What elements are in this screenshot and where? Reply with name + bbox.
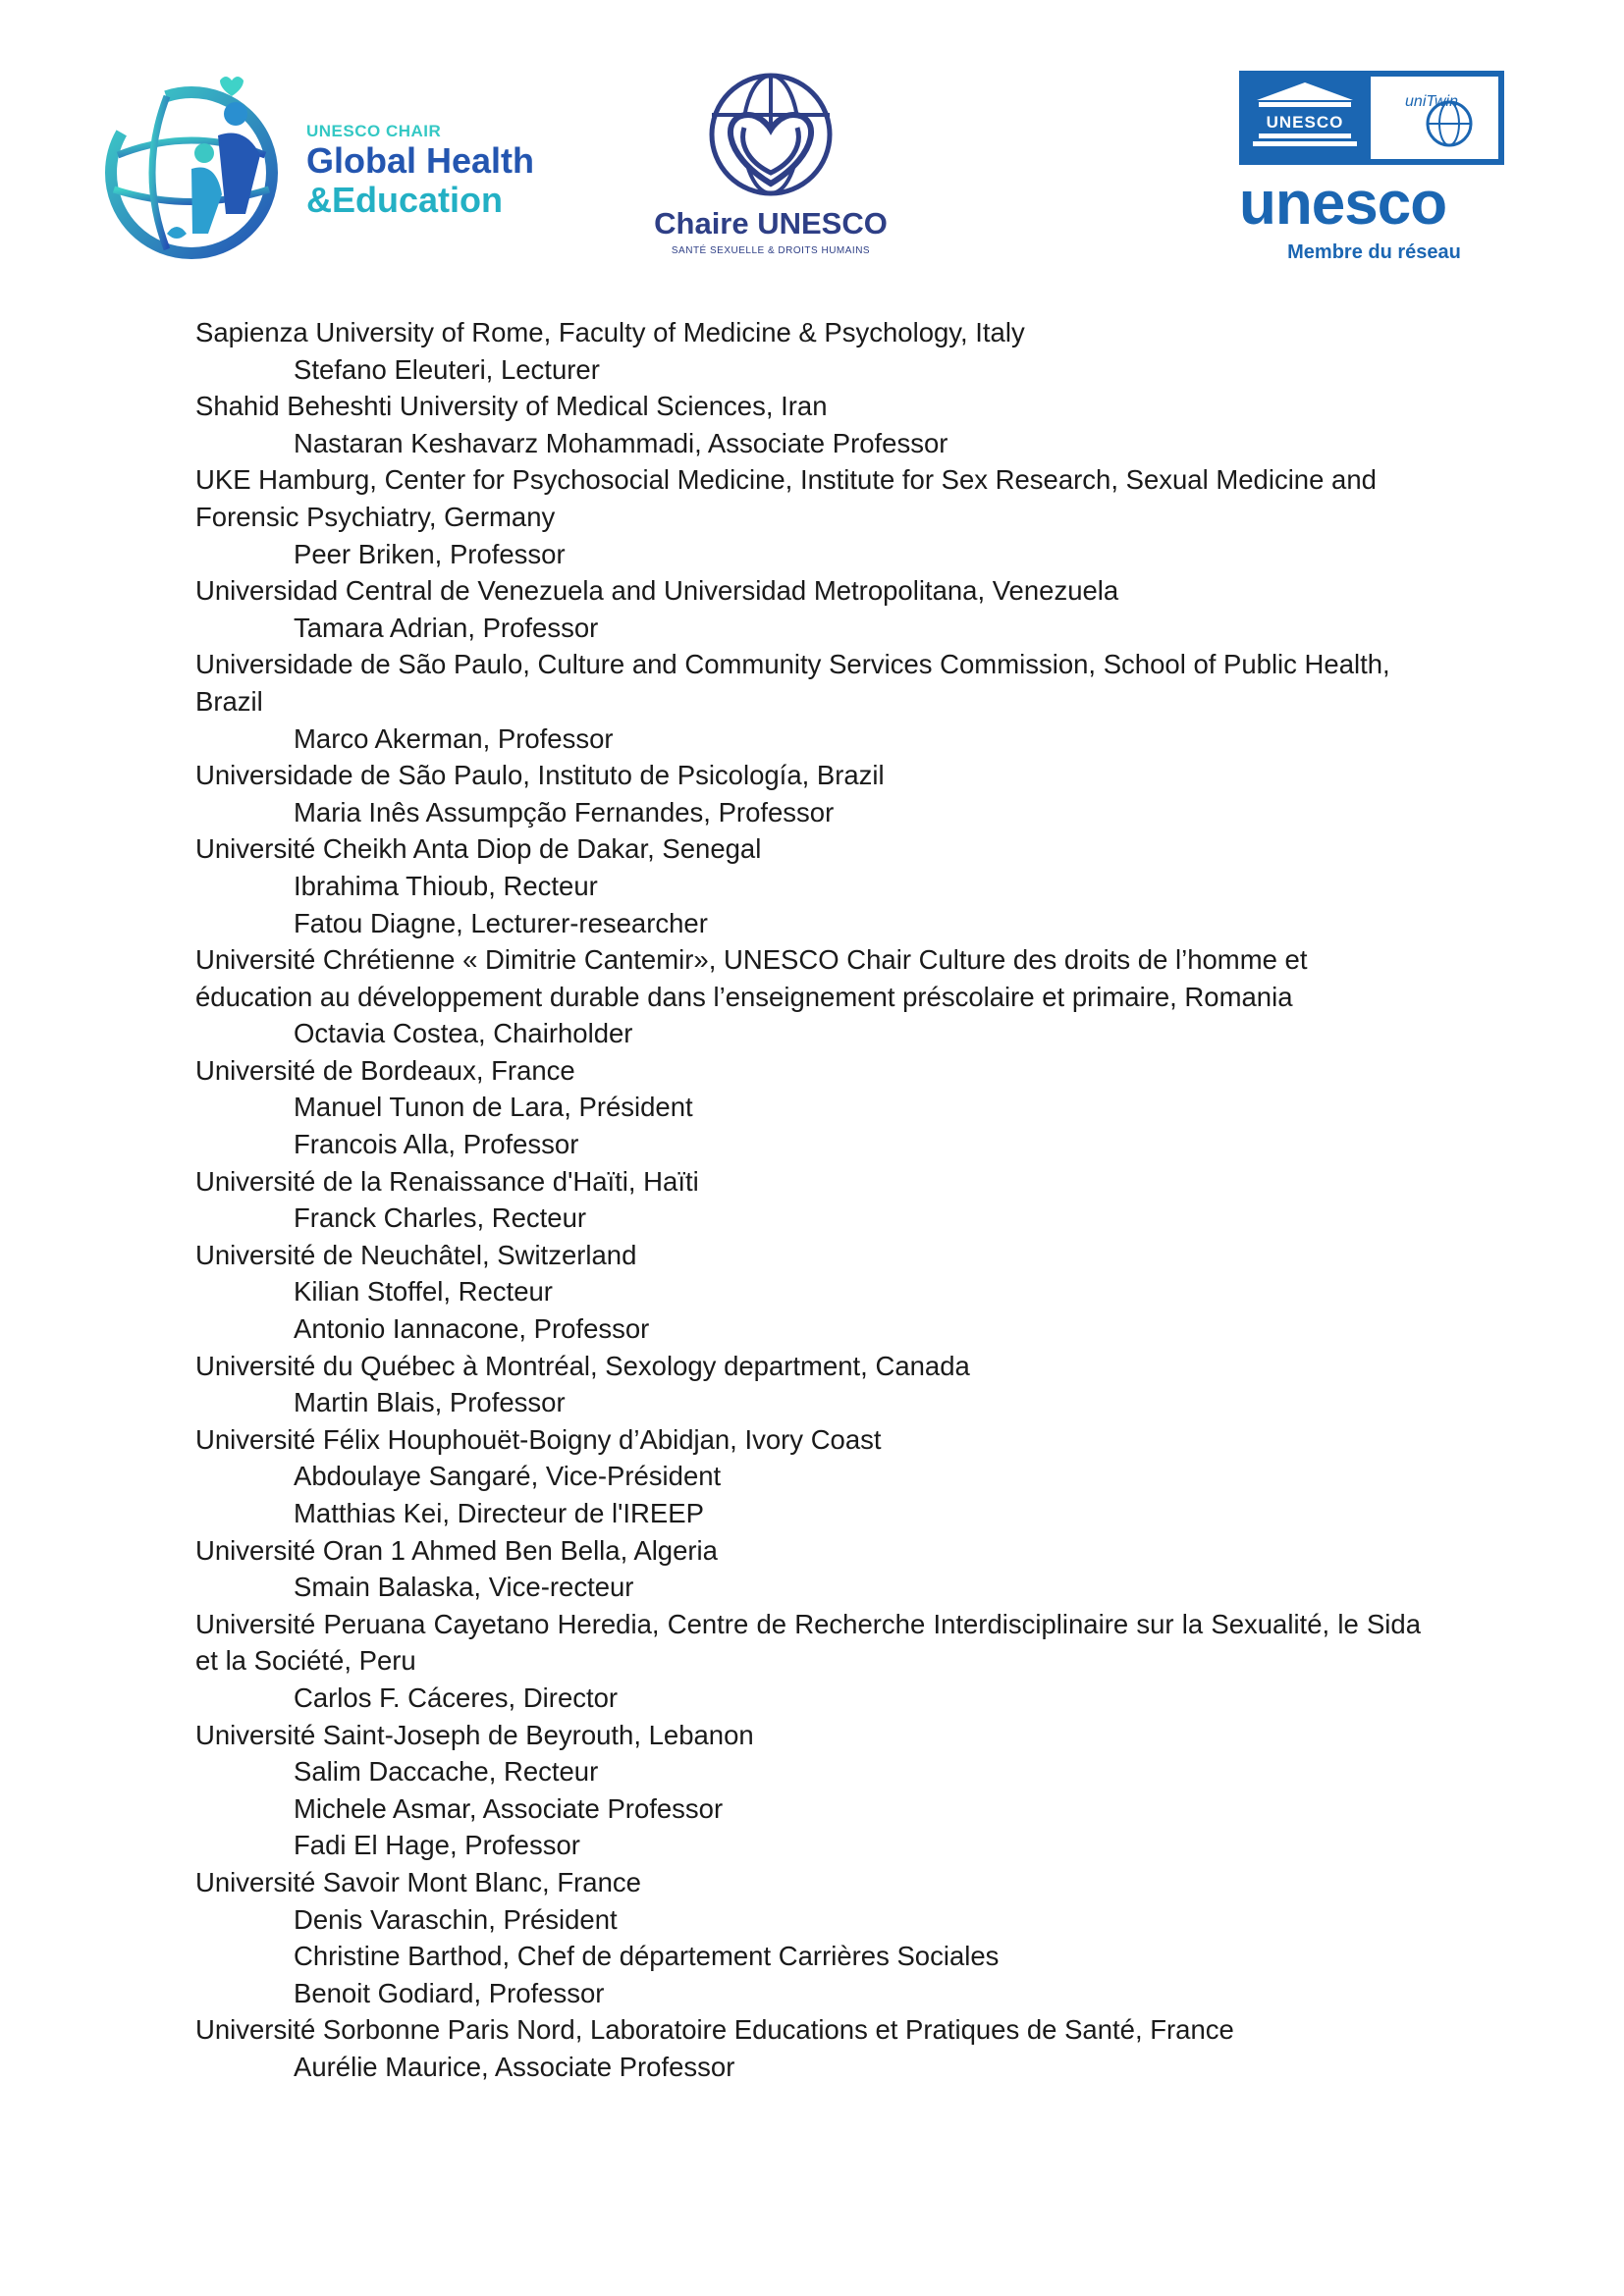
unesco-emblem-box bbox=[1239, 71, 1504, 165]
person-entry: Franck Charles, Recteur bbox=[294, 1202, 587, 1234]
partner-institution-list bbox=[195, 314, 1421, 2086]
institution-name: Université Peruana Cayetano Heredia, Centre de Recherche Interdisciplinaire sur la Sexualité, le Sida et la Société, Peru bbox=[195, 1608, 1421, 1677]
logo-kicker: UNESCO CHAIR bbox=[306, 122, 442, 140]
unesco-wordmark: unesco bbox=[1239, 170, 1447, 238]
chaire-unesco-logo bbox=[648, 71, 893, 267]
institution-name: Université de Bordeaux, France bbox=[195, 1054, 575, 1086]
person-entry: Abdoulaye Sangaré, Vice-Président bbox=[294, 1461, 722, 1492]
person-entry: Francois Alla, Professor bbox=[294, 1129, 579, 1160]
globe-people-icon bbox=[98, 67, 295, 263]
unesco-temple-icon bbox=[1247, 79, 1363, 157]
globe-hands-heart-icon bbox=[697, 71, 844, 198]
person-entry: Fatou Diagne, Lecturer-researcher bbox=[294, 907, 708, 938]
institution-name: UKE Hamburg, Center for Psychosocial Medicine, Institute for Sex Research, Sexual Medicine and Forensic Psychiatry, Germany bbox=[195, 464, 1377, 532]
institution-name: Universidade de São Paulo, Culture and Community Services Commission, School of Public Health, Brazil bbox=[195, 649, 1390, 717]
institution-name: Université Chrétienne « Dimitrie Cantemir», UNESCO Chair Culture des droits de l’homme et éducation au développement durable dans l’enseignement préscolaire et primaire, Romania bbox=[195, 944, 1308, 1012]
institution-name: Universidad Central de Venezuela and Universidad Metropolitana, Venezuela bbox=[195, 575, 1119, 607]
person-entry: Michele Asmar, Associate Professor bbox=[294, 1792, 724, 1824]
person-entry: Denis Varaschin, Président bbox=[294, 1903, 618, 1935]
person-entry: Ibrahima Thioub, Recteur bbox=[294, 870, 598, 901]
chaire-title: Chaire UNESCO bbox=[654, 206, 888, 240]
unesco-unitwin-logo bbox=[1239, 71, 1514, 277]
logo-title-line2: &Education bbox=[306, 180, 504, 220]
logo-title-line1: Global Health bbox=[306, 140, 535, 181]
institution-name: Université Savoir Mont Blanc, France bbox=[195, 1866, 641, 1897]
institution-name: Université Saint-Joseph de Beyrouth, Lebanon bbox=[195, 1719, 754, 1750]
chaire-subtitle: SANTÉ SEXUELLE & DROITS HUMAINS bbox=[671, 245, 871, 256]
person-entry: Antonio Iannacone, Professor bbox=[294, 1313, 650, 1345]
institution-name: Université Cheikh Anta Diop de Dakar, Senegal bbox=[195, 833, 762, 865]
person-entry: Martin Blais, Professor bbox=[294, 1387, 566, 1418]
person-entry: Stefano Eleuteri, Lecturer bbox=[294, 353, 600, 385]
unitwin-word: uniTwin bbox=[1405, 93, 1458, 110]
person-entry: Maria Inês Assumpção Fernandes, Professor bbox=[294, 796, 835, 828]
unitwin-globe-icon bbox=[1371, 77, 1498, 159]
unesco-member-label: Membre du réseau bbox=[1287, 241, 1461, 263]
institution-name: Shahid Beheshti University of Medical Sciences, Iran bbox=[195, 391, 828, 422]
person-entry: Manuel Tunon de Lara, Président bbox=[294, 1092, 693, 1123]
person-entry: Peer Briken, Professor bbox=[294, 538, 566, 569]
person-entry: Christine Barthod, Chef de département Carrières Sociales bbox=[294, 1941, 1000, 1972]
person-entry: Octavia Costea, Chairholder bbox=[294, 1018, 633, 1049]
institution-name: Universidade de São Paulo, Instituto de Psicología, Brazil bbox=[195, 760, 885, 791]
person-entry: Benoit Godiard, Professor bbox=[294, 1977, 605, 2008]
institution-name: Université Sorbonne Paris Nord, Laboratoire Educations et Pratiques de Santé, France bbox=[195, 2014, 1234, 2046]
person-entry: Aurélie Maurice, Associate Professor bbox=[294, 2051, 735, 2082]
institution-name: Université Félix Houphouët-Boigny d’Abidjan, Ivory Coast bbox=[195, 1423, 882, 1455]
institution-name: Université Oran 1 Ahmed Ben Bella, Algeria bbox=[195, 1534, 718, 1566]
person-entry: Marco Akerman, Professor bbox=[294, 722, 614, 754]
person-entry: Salim Daccache, Recteur bbox=[294, 1756, 599, 1788]
person-entry: Nastaran Keshavarz Mohammadi, Associate Professor bbox=[294, 427, 948, 458]
institution-name: Université de la Renaissance d'Haïti, Haïti bbox=[195, 1165, 699, 1197]
unitwin-box bbox=[1371, 77, 1498, 159]
person-entry: Tamara Adrian, Professor bbox=[294, 612, 599, 643]
institution-name: Sapienza University of Rome, Faculty of Medicine & Psychology, Italy bbox=[195, 317, 1025, 347]
institution-name: Université de Neuchâtel, Switzerland bbox=[195, 1239, 637, 1270]
global-health-education-logo bbox=[98, 67, 589, 263]
person-entry: Kilian Stoffel, Recteur bbox=[294, 1276, 553, 1308]
person-entry: Fadi El Hage, Professor bbox=[294, 1830, 580, 1861]
emblem-word: UNESCO bbox=[1266, 113, 1344, 132]
person-entry: Carlos F. Cáceres, Director bbox=[294, 1682, 619, 1713]
person-entry: Smain Balaska, Vice-recteur bbox=[294, 1572, 634, 1603]
institution-name: Université du Québec à Montréal, Sexology department, Canada bbox=[195, 1350, 970, 1381]
person-entry: Matthias Kei, Directeur de l'IREEP bbox=[294, 1498, 704, 1528]
